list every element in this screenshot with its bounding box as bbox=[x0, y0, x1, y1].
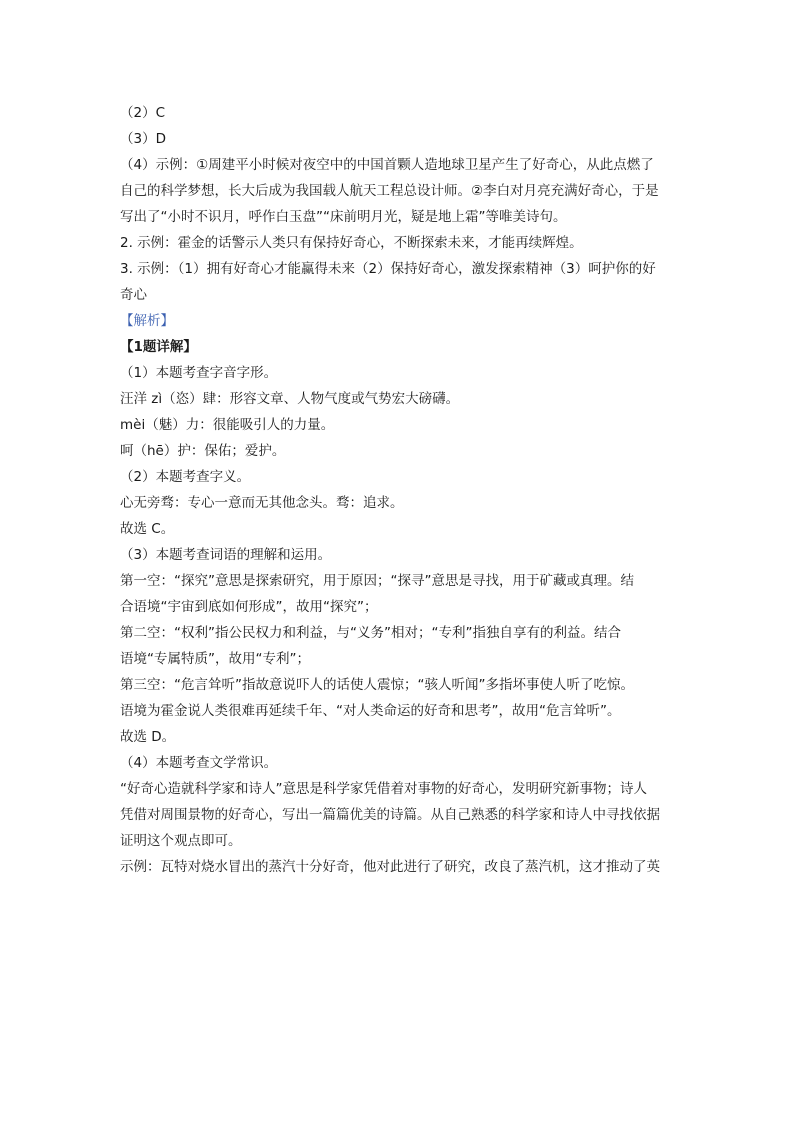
detail-line: mèi（魅）力：很能吸引人的力量。 bbox=[120, 417, 335, 433]
analysis-heading: 【解析】 bbox=[120, 313, 174, 329]
answer-question-3b: 奇心 bbox=[120, 287, 147, 303]
answer-line-4c: 写出了“小时不识月，呼作白玉盘”“床前明月光，疑是地上霜”等唯美诗句。 bbox=[120, 209, 567, 225]
detail-line: （4）本题考查文学常识。 bbox=[120, 755, 278, 771]
answer-question-2: 2. 示例：霍金的话警示人类只有保持好奇心，不断探索未来，才能再续辉煌。 bbox=[120, 235, 583, 251]
detail-line: （1）本题考查字音字形。 bbox=[120, 365, 278, 381]
detail-line: 心无旁骛：专心一意而无其他念头。骛：追求。 bbox=[120, 495, 404, 511]
detail-line: 示例：瓦特对烧水冒出的蒸汽十分好奇，他对此进行了研究，改良了蒸汽机，这才推动了英 bbox=[120, 859, 660, 875]
detail-line: 凭借对周围景物的好奇心，写出一篇篇优美的诗篇。从自己熟悉的科学家和诗人中寻找依据 bbox=[120, 807, 660, 823]
detail-line: “好奇心造就科学家和诗人”意思是科学家凭借着对事物的好奇心，发明研究新事物；诗人 bbox=[120, 781, 647, 797]
answer-line-2: （2）C bbox=[120, 105, 166, 121]
detail-line: 语境“专属特质”，故用“专利”； bbox=[120, 651, 310, 667]
detail-line: 故选 C。 bbox=[120, 521, 175, 537]
detail-line: 故选 D。 bbox=[120, 729, 176, 745]
detail-line: （2）本题考查字义。 bbox=[120, 469, 251, 485]
detail-line: 合语境“宇宙到底如何形成”，故用“探究”； bbox=[120, 599, 378, 615]
answer-line-4b: 自己的科学梦想，长大后成为我国载人航天工程总设计师。②李白对月亮充满好奇心，于是 bbox=[120, 183, 659, 199]
detail-line: 第三空：“危言耸听”指故意说吓人的话使人震惊；“骇人听闻”多指坏事使人听了吃惊。 bbox=[120, 677, 634, 693]
answer-line-3: （3）D bbox=[120, 131, 166, 147]
detail-heading: 【1题详解】 bbox=[120, 339, 197, 355]
detail-line: 第一空：“探究”意思是探索研究，用于原因；“探寻”意思是寻找，用于矿藏或真理。结 bbox=[120, 573, 634, 589]
detail-line: （3）本题考查词语的理解和运用。 bbox=[120, 547, 332, 563]
detail-line: 呵（hē）护：保佑；爱护。 bbox=[120, 443, 286, 459]
document-page bbox=[120, 100, 680, 880]
answer-line-4a: （4）示例：①周建平小时候对夜空中的中国首颗人造地球卫星产生了好奇心，从此点燃了 bbox=[120, 157, 654, 173]
answer-question-3a: 3. 示例：（1）拥有好奇心才能赢得未来（2）保持好奇心，激发探索精神（3）呵护你的好 bbox=[120, 261, 656, 277]
detail-line: 第二空：“权利”指公民权力和利益，与“义务”相对；“专利”指独自享有的利益。结合 bbox=[120, 625, 621, 641]
detail-line: 语境为霍金说人类很难再延续千年、“对人类命运的好奇和思考”，故用“危言耸听”。 bbox=[120, 703, 621, 719]
detail-line: 汪洋 zì（恣）肆：形容文章、人物气度或气势宏大磅礴。 bbox=[120, 391, 460, 407]
detail-line: 证明这个观点即可。 bbox=[120, 833, 242, 849]
